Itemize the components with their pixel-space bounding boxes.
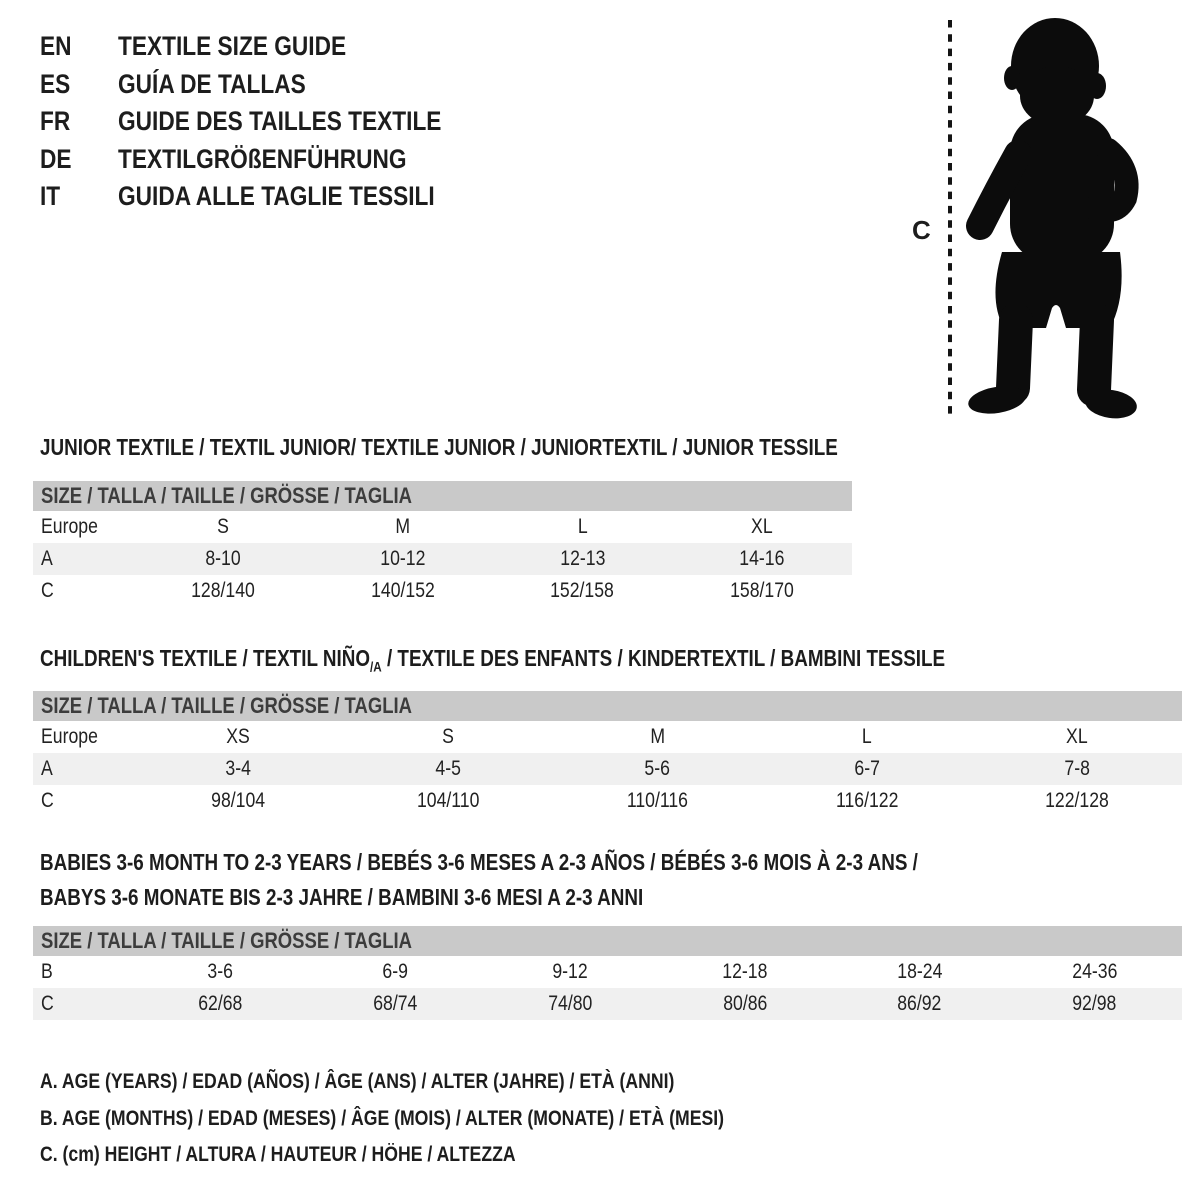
height-cell: 98/104 (210, 789, 265, 812)
row-label-cell: C (41, 579, 54, 602)
height-measure-label: C (912, 215, 931, 245)
measurement-legend (40, 1064, 854, 1174)
language-row (40, 103, 503, 141)
table-row-age-months (33, 956, 1182, 988)
junior-size-table (33, 481, 852, 607)
age-cell: 18-24 (897, 960, 943, 983)
language-list (40, 28, 503, 216)
height-cell: 68/74 (373, 992, 418, 1015)
height-cell: 140/152 (370, 579, 435, 602)
height-cell: 128/140 (190, 579, 255, 602)
height-cell: 62/68 (198, 992, 243, 1015)
size-cell: M (395, 515, 410, 538)
size-header-bar (33, 481, 852, 511)
table-row-height (33, 785, 1182, 817)
row-label-cell: B (41, 960, 53, 983)
baby-figure (940, 12, 1152, 428)
size-cell: L (577, 515, 588, 538)
row-label-cell: C (41, 992, 54, 1015)
table-row-europe (33, 721, 1182, 753)
language-name: GUIDE DES TAILLES TEXTILE (118, 106, 442, 137)
language-name: TEXTILE SIZE GUIDE (118, 31, 347, 62)
age-cell: 12-18 (722, 960, 768, 983)
babies-section-title-line2: BABYS 3-6 MONATE BIS 2-3 JAHRE / BAMBINI 3-6 MESI A 2-3 ANNI (40, 884, 644, 910)
legend-height: C. (cm) HEIGHT / ALTURA / HAUTEUR / HÖHE / ALTEZZA (40, 1143, 516, 1167)
language-code: ES (40, 68, 71, 99)
children-size-table (33, 691, 1182, 817)
table-row-height (33, 575, 852, 607)
size-cell: S (216, 515, 229, 538)
language-row (40, 141, 503, 179)
height-cell: 80/86 (722, 992, 767, 1015)
size-header-bar (33, 926, 1182, 956)
age-cell: 12-13 (559, 547, 605, 570)
age-cell: 10-12 (380, 547, 426, 570)
size-cell: M (650, 725, 665, 748)
size-header-label: SIZE / TALLA / TAILLE / GRÖSSE / TAGLIA (41, 483, 412, 508)
age-cell: 6-9 (382, 960, 408, 983)
age-cell: 8-10 (205, 547, 241, 570)
language-code: DE (40, 143, 72, 174)
age-cell: 5-6 (644, 757, 671, 780)
size-cell: L (862, 725, 873, 748)
baby-silhouette (966, 18, 1138, 421)
height-cell: 86/92 (897, 992, 942, 1015)
height-cell: 92/98 (1072, 992, 1117, 1015)
row-label-cell: Europe (41, 515, 98, 538)
junior-section-title: JUNIOR TEXTILE / TEXTIL JUNIOR/ TEXTILE JUNIOR / JUNIORTEXTIL / JUNIOR TESSILE (40, 434, 838, 460)
table-row-age (33, 753, 1182, 785)
size-cell: XL (1066, 725, 1088, 748)
age-cell: 3-4 (225, 757, 251, 780)
language-code: EN (40, 31, 72, 62)
height-cell: 158/170 (730, 579, 795, 602)
babies-size-table (33, 926, 1182, 1020)
language-row (40, 28, 503, 66)
age-cell: 6-7 (854, 757, 881, 780)
legend-age-years: A. AGE (YEARS) / EDAD (AÑOS) / ÂGE (ANS) / ALTER (JAHRE) / ETÀ (ANNI) (40, 1070, 675, 1094)
babies-section-title-line1: BABIES 3-6 MONTH TO 2-3 YEARS / BEBÉS 3-6 MESES A 2-3 AÑOS / BÉBÉS 3-6 MOIS À 2-3 ANS / (40, 849, 918, 875)
size-header-bar (33, 691, 1182, 721)
height-cell: 152/158 (550, 579, 615, 602)
size-cell: S (441, 725, 454, 748)
size-cell: XS (226, 725, 250, 748)
language-name: GUÍA DE TALLAS (118, 68, 306, 99)
age-cell: 24-36 (1072, 960, 1118, 983)
age-cell: 7-8 (1064, 757, 1090, 780)
table-row-europe (33, 511, 852, 543)
age-cell: 14-16 (739, 547, 785, 570)
language-code: IT (40, 181, 61, 212)
height-cell: 104/110 (416, 789, 479, 812)
row-label-cell: A (41, 547, 53, 570)
height-cell: 74/80 (547, 992, 593, 1015)
size-header-label: SIZE / TALLA / TAILLE / GRÖSSE / TAGLIA (41, 928, 412, 953)
language-name: TEXTILGRÖßENFÜHRUNG (118, 143, 407, 174)
language-row (40, 178, 503, 216)
age-cell: 9-12 (552, 960, 588, 983)
table-row-age (33, 543, 852, 575)
row-label-cell: A (41, 757, 53, 780)
row-label-cell: Europe (41, 725, 98, 748)
age-cell: 3-6 (207, 960, 234, 983)
table-row-height (33, 988, 1182, 1020)
legend-age-months: B. AGE (MONTHS) / EDAD (MESES) / ÂGE (MOIS) / ALTER (MONATE) / ETÀ (MESI) (40, 1106, 725, 1130)
size-header-label: SIZE / TALLA / TAILLE / GRÖSSE / TAGLIA (41, 693, 412, 718)
language-row (40, 66, 503, 104)
row-label-cell: C (41, 789, 54, 812)
age-cell: 4-5 (434, 757, 461, 780)
height-cell: 110/116 (626, 789, 689, 812)
height-cell: 116/122 (836, 789, 899, 812)
size-cell: XL (751, 515, 773, 538)
language-name: GUIDA ALLE TAGLIE TESSILI (118, 181, 435, 212)
language-code: FR (40, 106, 71, 137)
children-section-title: CHILDREN'S TEXTILE / TEXTIL $NIÑO_{/A}$ / TEXTILE DES ENFANTS / KINDERTEXTIL / BAMBINI TESSILE (40, 645, 946, 676)
height-cell: 122/128 (1045, 789, 1109, 812)
